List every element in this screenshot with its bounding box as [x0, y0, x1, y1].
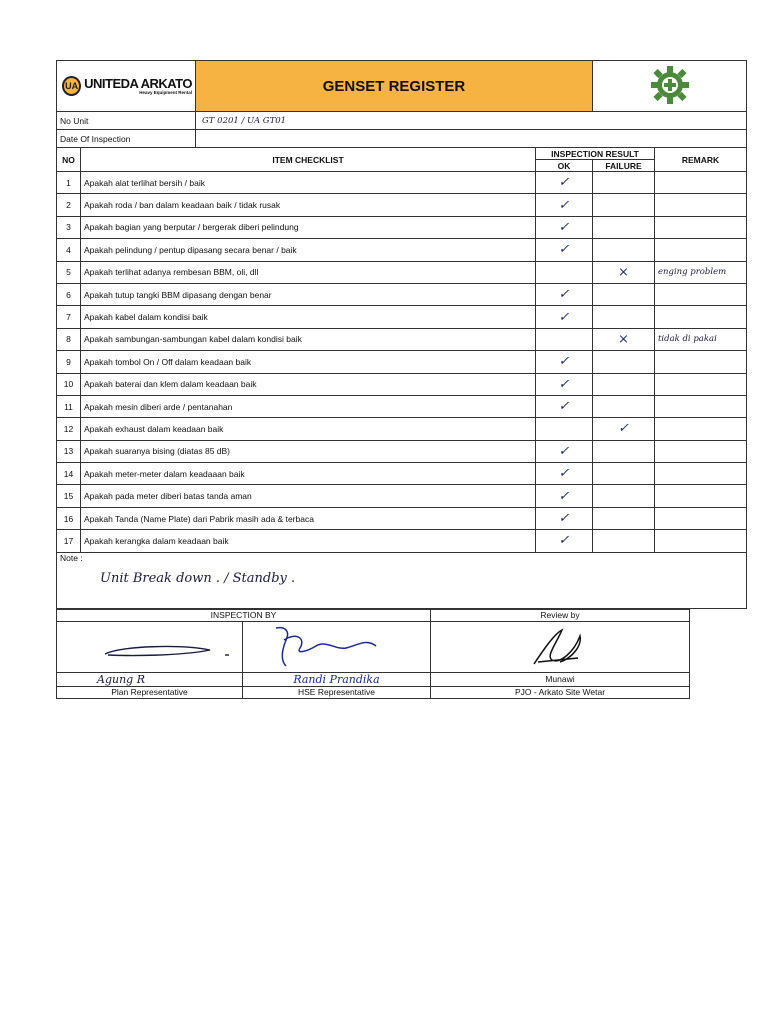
item-number: 14 [57, 463, 81, 485]
checklist-row [57, 239, 747, 261]
col-remark: REMARK [655, 148, 747, 172]
failure-mark [593, 440, 655, 462]
signature-table [56, 609, 690, 699]
failure-mark [593, 530, 655, 552]
item-text: Apakah mesin diberi arde / pentanahan [81, 395, 536, 417]
item-number: 9 [57, 351, 81, 373]
item-number: 17 [57, 530, 81, 552]
item-number: 2 [57, 194, 81, 216]
item-number: 6 [57, 283, 81, 305]
item-remark [655, 530, 747, 552]
plan-role: Plan Representative [57, 686, 243, 698]
item-remark [655, 239, 747, 261]
item-remark [655, 395, 747, 417]
item-number: 8 [57, 328, 81, 350]
item-remark [655, 507, 747, 529]
item-number: 7 [57, 306, 81, 328]
checklist-row [57, 172, 747, 194]
checklist-row [57, 440, 747, 462]
checklist-row [57, 530, 747, 552]
logo-badge: UA [62, 76, 81, 96]
failure-mark [593, 239, 655, 261]
no-unit-value: GT 0201 / UA GT01 [196, 112, 747, 130]
checklist-row [57, 194, 747, 216]
checklist-row [57, 373, 747, 395]
failure-mark: × [593, 328, 655, 350]
plan-name: Agung R [57, 672, 243, 686]
genset-register-form [56, 60, 727, 699]
item-text: Apakah pelindung / pentup dipasang secara benar / baik [81, 239, 536, 261]
ok-mark: ✓ [536, 440, 593, 462]
item-text: Apakah exhaust dalam keadaan baik [81, 418, 536, 440]
item-remark [655, 216, 747, 238]
item-number: 1 [57, 172, 81, 194]
form-table [56, 60, 747, 609]
failure-mark [593, 351, 655, 373]
ok-mark: ✓ [536, 239, 593, 261]
hse-role: HSE Representative [243, 686, 431, 698]
col-no: NO [57, 148, 81, 172]
item-text: Apakah roda / ban dalam keadaan baik / tidak rusak [81, 194, 536, 216]
item-remark [655, 306, 747, 328]
item-remark [655, 418, 747, 440]
item-text: Apakah suaranya bising (diatas 85 dB) [81, 440, 536, 462]
item-number: 15 [57, 485, 81, 507]
failure-mark: × [593, 261, 655, 283]
item-text: Apakah alat terlihat bersih / baik [81, 172, 536, 194]
date-value [196, 130, 747, 148]
reviewer-name: Munawi [431, 672, 690, 686]
failure-mark [593, 216, 655, 238]
ok-mark [536, 328, 593, 350]
item-text: Apakah terlihat adanya rembesan BBM, oli, dll [81, 261, 536, 283]
gear-cross-icon [647, 64, 693, 106]
reviewer-signature [431, 621, 690, 672]
checklist-row [57, 328, 747, 350]
item-remark [655, 485, 747, 507]
failure-mark [593, 194, 655, 216]
col-result: INSPECTION RESULT [536, 148, 655, 160]
ok-mark: ✓ [536, 351, 593, 373]
ok-mark: ✓ [536, 530, 593, 552]
no-unit-label: No Unit [57, 112, 196, 130]
item-remark [655, 351, 747, 373]
hse-signature [243, 621, 431, 672]
item-text: Apakah kabel dalam kondisi baik [81, 306, 536, 328]
failure-mark [593, 283, 655, 305]
item-remark [655, 373, 747, 395]
failure-mark [593, 172, 655, 194]
date-label: Date Of Inspection [57, 130, 196, 148]
item-text: Apakah baterai dan klem dalam keadaan baik [81, 373, 536, 395]
page-title: GENSET REGISTER [196, 61, 593, 112]
note-section [57, 552, 747, 608]
checklist-row [57, 216, 747, 238]
checklist-row [57, 283, 747, 305]
ok-mark: ✓ [536, 373, 593, 395]
checklist-row [57, 463, 747, 485]
item-number: 5 [57, 261, 81, 283]
company-logo [57, 61, 196, 112]
company-name: UNITEDA ARKATO [84, 76, 192, 91]
item-number: 4 [57, 239, 81, 261]
item-text: Apakah kerangka dalam keadaan baik [81, 530, 536, 552]
ok-mark: ✓ [536, 306, 593, 328]
item-number: 13 [57, 440, 81, 462]
company-tagline: Heavy Equipment Rental [139, 90, 192, 95]
item-text: Apakah bagian yang berputar / bergerak diberi pelindung [81, 216, 536, 238]
item-number: 3 [57, 216, 81, 238]
plan-signature [57, 621, 243, 672]
ok-mark: ✓ [536, 216, 593, 238]
item-remark [655, 283, 747, 305]
ok-mark: ✓ [536, 507, 593, 529]
ok-mark: ✓ [536, 283, 593, 305]
ok-mark: ✓ [536, 194, 593, 216]
col-ok: OK [536, 160, 593, 172]
item-text: Apakah tutup tangki BBM dipasang dengan benar [81, 283, 536, 305]
ok-mark: ✓ [536, 485, 593, 507]
item-remark [655, 440, 747, 462]
failure-mark: ✓ [593, 418, 655, 440]
item-remark [655, 172, 747, 194]
hse-name: Randi Prandika [243, 672, 431, 686]
failure-mark [593, 373, 655, 395]
note-value: Unit Break down . / Standby . [100, 570, 296, 586]
inspection-by-label: INSPECTION BY [57, 609, 431, 621]
checklist-row [57, 395, 747, 417]
ok-mark: ✓ [536, 395, 593, 417]
checklist-row [57, 261, 747, 283]
checklist-row [57, 306, 747, 328]
checklist-row [57, 351, 747, 373]
item-remark [655, 194, 747, 216]
item-text: Apakah sambungan-sambungan kabel dalam kondisi baik [81, 328, 536, 350]
col-item: ITEM CHECKLIST [81, 148, 536, 172]
item-number: 10 [57, 373, 81, 395]
item-remark: enging problem [655, 261, 747, 283]
item-number: 11 [57, 395, 81, 417]
failure-mark [593, 507, 655, 529]
col-failure: FAILURE [593, 160, 655, 172]
ok-mark [536, 418, 593, 440]
note-label: Note : [60, 552, 83, 563]
ok-mark [536, 261, 593, 283]
ok-mark: ✓ [536, 172, 593, 194]
checklist-row [57, 485, 747, 507]
ok-mark: ✓ [536, 463, 593, 485]
item-text: Apakah meter-meter dalam keadaaan baik [81, 463, 536, 485]
failure-mark [593, 463, 655, 485]
review-by-label: Review by [431, 609, 690, 621]
failure-mark [593, 485, 655, 507]
item-remark [655, 463, 747, 485]
reviewer-role: PJO - Arkato Site Wetar [431, 686, 690, 698]
item-text: Apakah pada meter diberi batas tanda aman [81, 485, 536, 507]
checklist-row [57, 507, 747, 529]
item-remark: tidak di pakai [655, 328, 747, 350]
failure-mark [593, 306, 655, 328]
item-number: 12 [57, 418, 81, 440]
item-text: Apakah Tanda (Name Plate) dari Pabrik masih ada & terbaca [81, 507, 536, 529]
failure-mark [593, 395, 655, 417]
item-number: 16 [57, 507, 81, 529]
item-text: Apakah tombol On / Off dalam keadaan baik [81, 351, 536, 373]
checklist-row [57, 418, 747, 440]
